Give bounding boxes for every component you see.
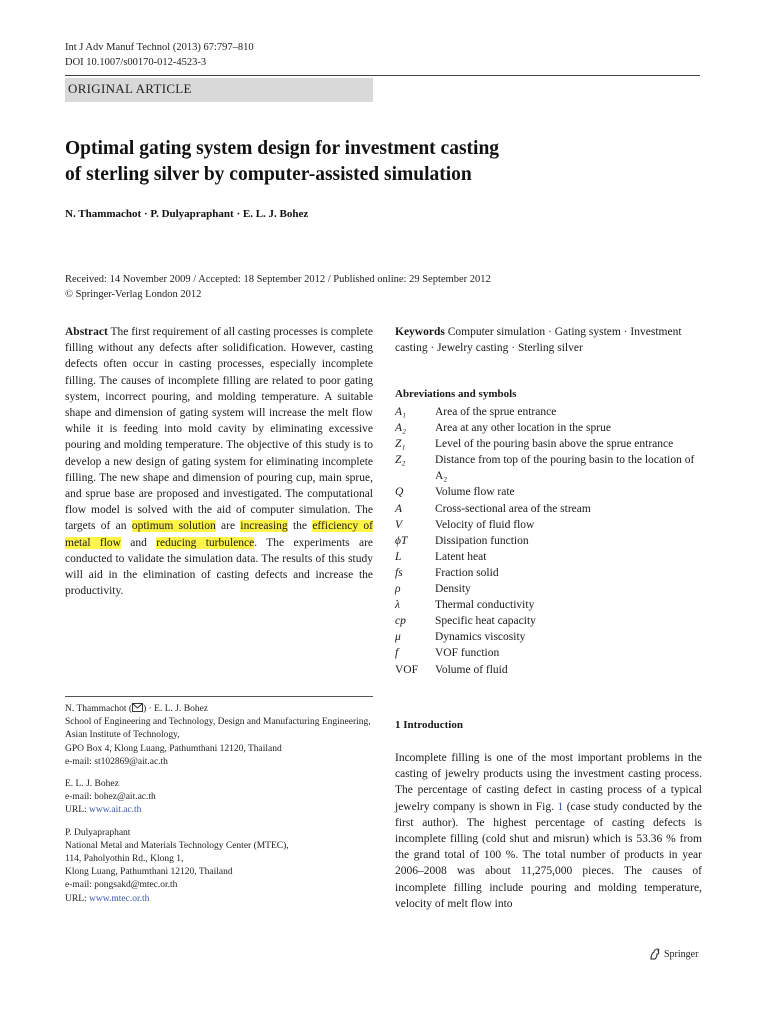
highlight-increasing: increasing (240, 520, 288, 533)
affiliation-line: GPO Box 4, Klong Luang, Pathumthani 12120, Thailand (65, 743, 282, 754)
abstract-label: Abstract (65, 326, 108, 338)
abbreviation-row (395, 484, 702, 500)
abbreviation-symbol: fs (395, 566, 403, 579)
highlight-efficiency: efficiency of metal flow (65, 520, 373, 549)
highlight-optimum-solution: optimum solution (131, 520, 216, 533)
abstract-text: The first requirement of all casting processes is complete filling without any defects after solidification. However, casting defects often occur in casting processes, especially incomplete filling. The causes of incomplete filling are related to poor gating system, incorrect pouring, and molding temperature. A suitable shape and dimension of gating system will increase the melt flow while it is feeding into mold cavity by eliminating excessive pouring and molding temperature. The objective of this study is to develop a new design of gating system for eliminating incomplete filling. The new shape and dimension of pouring cup, main sprue, and sprue base are proposed and investigated. The computational flow model is solved with the aid of computer simulation. The targets of an (65, 326, 373, 533)
abbreviation-symbol: VOF (395, 663, 419, 676)
abbreviation-row (395, 533, 702, 549)
envelope-icon (132, 703, 143, 712)
article-category-bar (65, 78, 373, 102)
abbreviation-symbol: cp (395, 615, 406, 628)
abstract-text: are (215, 520, 241, 533)
affiliation-line: 114, Paholyothin Rd., Klong 1, (65, 854, 184, 865)
copyright (65, 287, 491, 302)
abstract-text: the (287, 520, 313, 533)
article-category: ORIGINAL ARTICLE (68, 81, 192, 96)
abbreviation-definition: Latent heat (435, 550, 487, 563)
abbreviation-definition: Dissipation function (435, 534, 529, 547)
url-link[interactable]: www.mtec.or.th (89, 893, 150, 904)
abbreviation-symbol: Z₁ (395, 438, 406, 451)
abbreviation-symbol: L (395, 550, 402, 563)
author-list: N. Thammachot · P. Dulyapraphant · E. L. J. Bohez (65, 208, 309, 220)
abbreviation-row (395, 517, 702, 533)
url-link[interactable]: www.ait.ac.th (89, 805, 142, 816)
article-title (65, 136, 665, 188)
journal-header (65, 40, 254, 70)
affiliation-url (65, 804, 373, 817)
abstract (65, 324, 373, 599)
author-name: E. L. J. Bohez (65, 779, 119, 790)
abbreviation-row (395, 581, 702, 597)
affiliation-email: e-mail: pongsakd@mtec.or.th (65, 880, 178, 891)
abbreviation-definition: VOF function (435, 647, 500, 660)
figure-reference-link[interactable]: 1 (557, 800, 564, 813)
abbreviation-symbol: f (395, 647, 399, 660)
abbreviation-definition: Specific heat capacity (435, 615, 536, 628)
footnote-rule (65, 696, 373, 697)
affiliation-2 (65, 778, 373, 818)
affiliations (65, 703, 373, 915)
affiliation-line: National Metal and Materials Technology Center (MTEC), (65, 840, 289, 851)
abbreviation-symbol: ϕT (395, 534, 408, 547)
abbreviation-row (395, 549, 702, 565)
abbreviation-definition: Area at any other location in the sprue (435, 422, 611, 435)
author-name: P. Dulyapraphant (65, 827, 131, 838)
abbreviation-row (395, 501, 702, 517)
publisher-name: Springer (664, 948, 699, 960)
springer-horse-icon (649, 948, 661, 960)
intro-text: Incomplete filling is one of the most important problems in the casting of jewelry products using the investment casting process. The percentage of casting defect in casting process of a typical jewelry company is shown in Fig. (395, 752, 702, 813)
abstract-text: . The experiments are conducted to validate the simulation data. The results of this study will aid in the elimination of casting defects and increase the productivity. (65, 536, 374, 598)
abbreviation-symbol: ρ (395, 583, 401, 596)
affiliation-names (65, 703, 373, 716)
introduction-text (395, 750, 702, 912)
keywords (395, 324, 702, 356)
affiliation-line: School of Engineering and Technology, Design and Manufacturing Engineering, Asian Institute of Technology, (65, 717, 371, 741)
abbreviation-symbol: V (395, 518, 403, 531)
abbreviation-symbol: μ (395, 631, 401, 644)
highlight-reducing-turbulence: reducing turbulence (156, 536, 255, 549)
title-line-2: of sterling silver by computer-assisted simulation (65, 164, 472, 185)
doi: DOI 10.1007/s00170-012-4523-3 (65, 57, 207, 68)
abbreviation-symbol: λ (395, 599, 400, 612)
abbreviation-definition: Density (435, 583, 471, 596)
abstract-text: and (120, 536, 157, 549)
abbreviation-definition: Distance from top of the pouring basin to the location of A₂ (435, 454, 695, 483)
affiliation-1 (65, 703, 373, 769)
abbreviation-definition: Velocity of fluid flow (435, 518, 535, 531)
abbreviation-row (395, 645, 702, 661)
abbreviations-list (395, 404, 702, 678)
keywords-label: Keywords (395, 326, 445, 338)
affiliation-line: Klong Luang, Pathumthani 12120, Thailand (65, 867, 233, 878)
abbreviation-row (395, 420, 702, 436)
abbreviations-title: Abreviations and symbols (395, 388, 517, 400)
url-label: URL: (65, 805, 90, 816)
abbreviation-row (395, 613, 702, 629)
affiliation-3 (65, 827, 373, 906)
section-heading: 1 Introduction (395, 719, 463, 731)
affiliation-email: e-mail: bohez@ait.ac.th (65, 792, 156, 803)
abbreviation-row (395, 565, 702, 581)
abbreviation-row (395, 404, 702, 420)
abbreviation-row (395, 452, 702, 484)
header-rule (65, 75, 700, 76)
abbreviation-definition: Volume flow rate (435, 486, 515, 499)
author-name: N. Thammachot ( (65, 704, 133, 714)
copyright-icon: © (65, 289, 73, 300)
abbreviation-definition: Area of the sprue entrance (435, 406, 557, 418)
abbreviation-symbol: A₁ (395, 406, 407, 418)
abbreviation-definition: Fraction solid (435, 566, 499, 579)
abbreviation-row (395, 662, 702, 678)
publisher-logo (649, 948, 698, 960)
abbreviation-symbol: A₂ (395, 422, 407, 435)
abbreviation-definition: Level of the pouring basin above the sprue entrance (435, 438, 674, 451)
title-line-1: Optimal gating system design for investment casting (65, 138, 500, 159)
abbreviation-definition: Thermal conductivity (435, 599, 535, 612)
abbreviation-definition: Volume of fluid (435, 663, 508, 676)
abbreviation-row (395, 436, 702, 452)
abbreviation-symbol: Q (395, 486, 404, 499)
intro-text: (case study conducted by the first author). The highest percentage of casting defects is incomplete filling (cold shut and misrun) which is 53.36 % from the grand total of 100 %. The total number of products in year 2006–2008 was about 11,275,000 pieces. The causes of incomplete filling include pouring and molding temperature, velocity of melt flow into (395, 800, 702, 910)
abbreviation-row (395, 629, 702, 645)
abbreviation-row (395, 597, 702, 613)
abbreviation-symbol: Z₂ (395, 454, 406, 467)
abbreviation-definition: Dynamics viscosity (435, 631, 526, 644)
journal-citation: Int J Adv Manuf Technol (2013) 67:797–810 (65, 42, 254, 53)
author-name: ) · E. L. J. Bohez (143, 704, 209, 714)
abbreviation-definition: Cross-sectional area of the stream (435, 502, 591, 515)
abbreviation-symbol: A (395, 502, 403, 515)
publication-history (65, 272, 491, 302)
copyright-text: Springer-Verlag London 2012 (75, 289, 202, 300)
affiliation-email: e-mail: st102869@ait.ac.th (65, 756, 168, 767)
keywords-text: Computer simulation · Gating system · Investment casting · Jewelry casting · Sterling silver (395, 326, 682, 355)
url-label: URL: (65, 893, 90, 904)
received-dates: Received: 14 November 2009 / Accepted: 18 September 2012 / Published online: 29 September 2012 (65, 274, 491, 285)
affiliation-url (65, 893, 373, 906)
